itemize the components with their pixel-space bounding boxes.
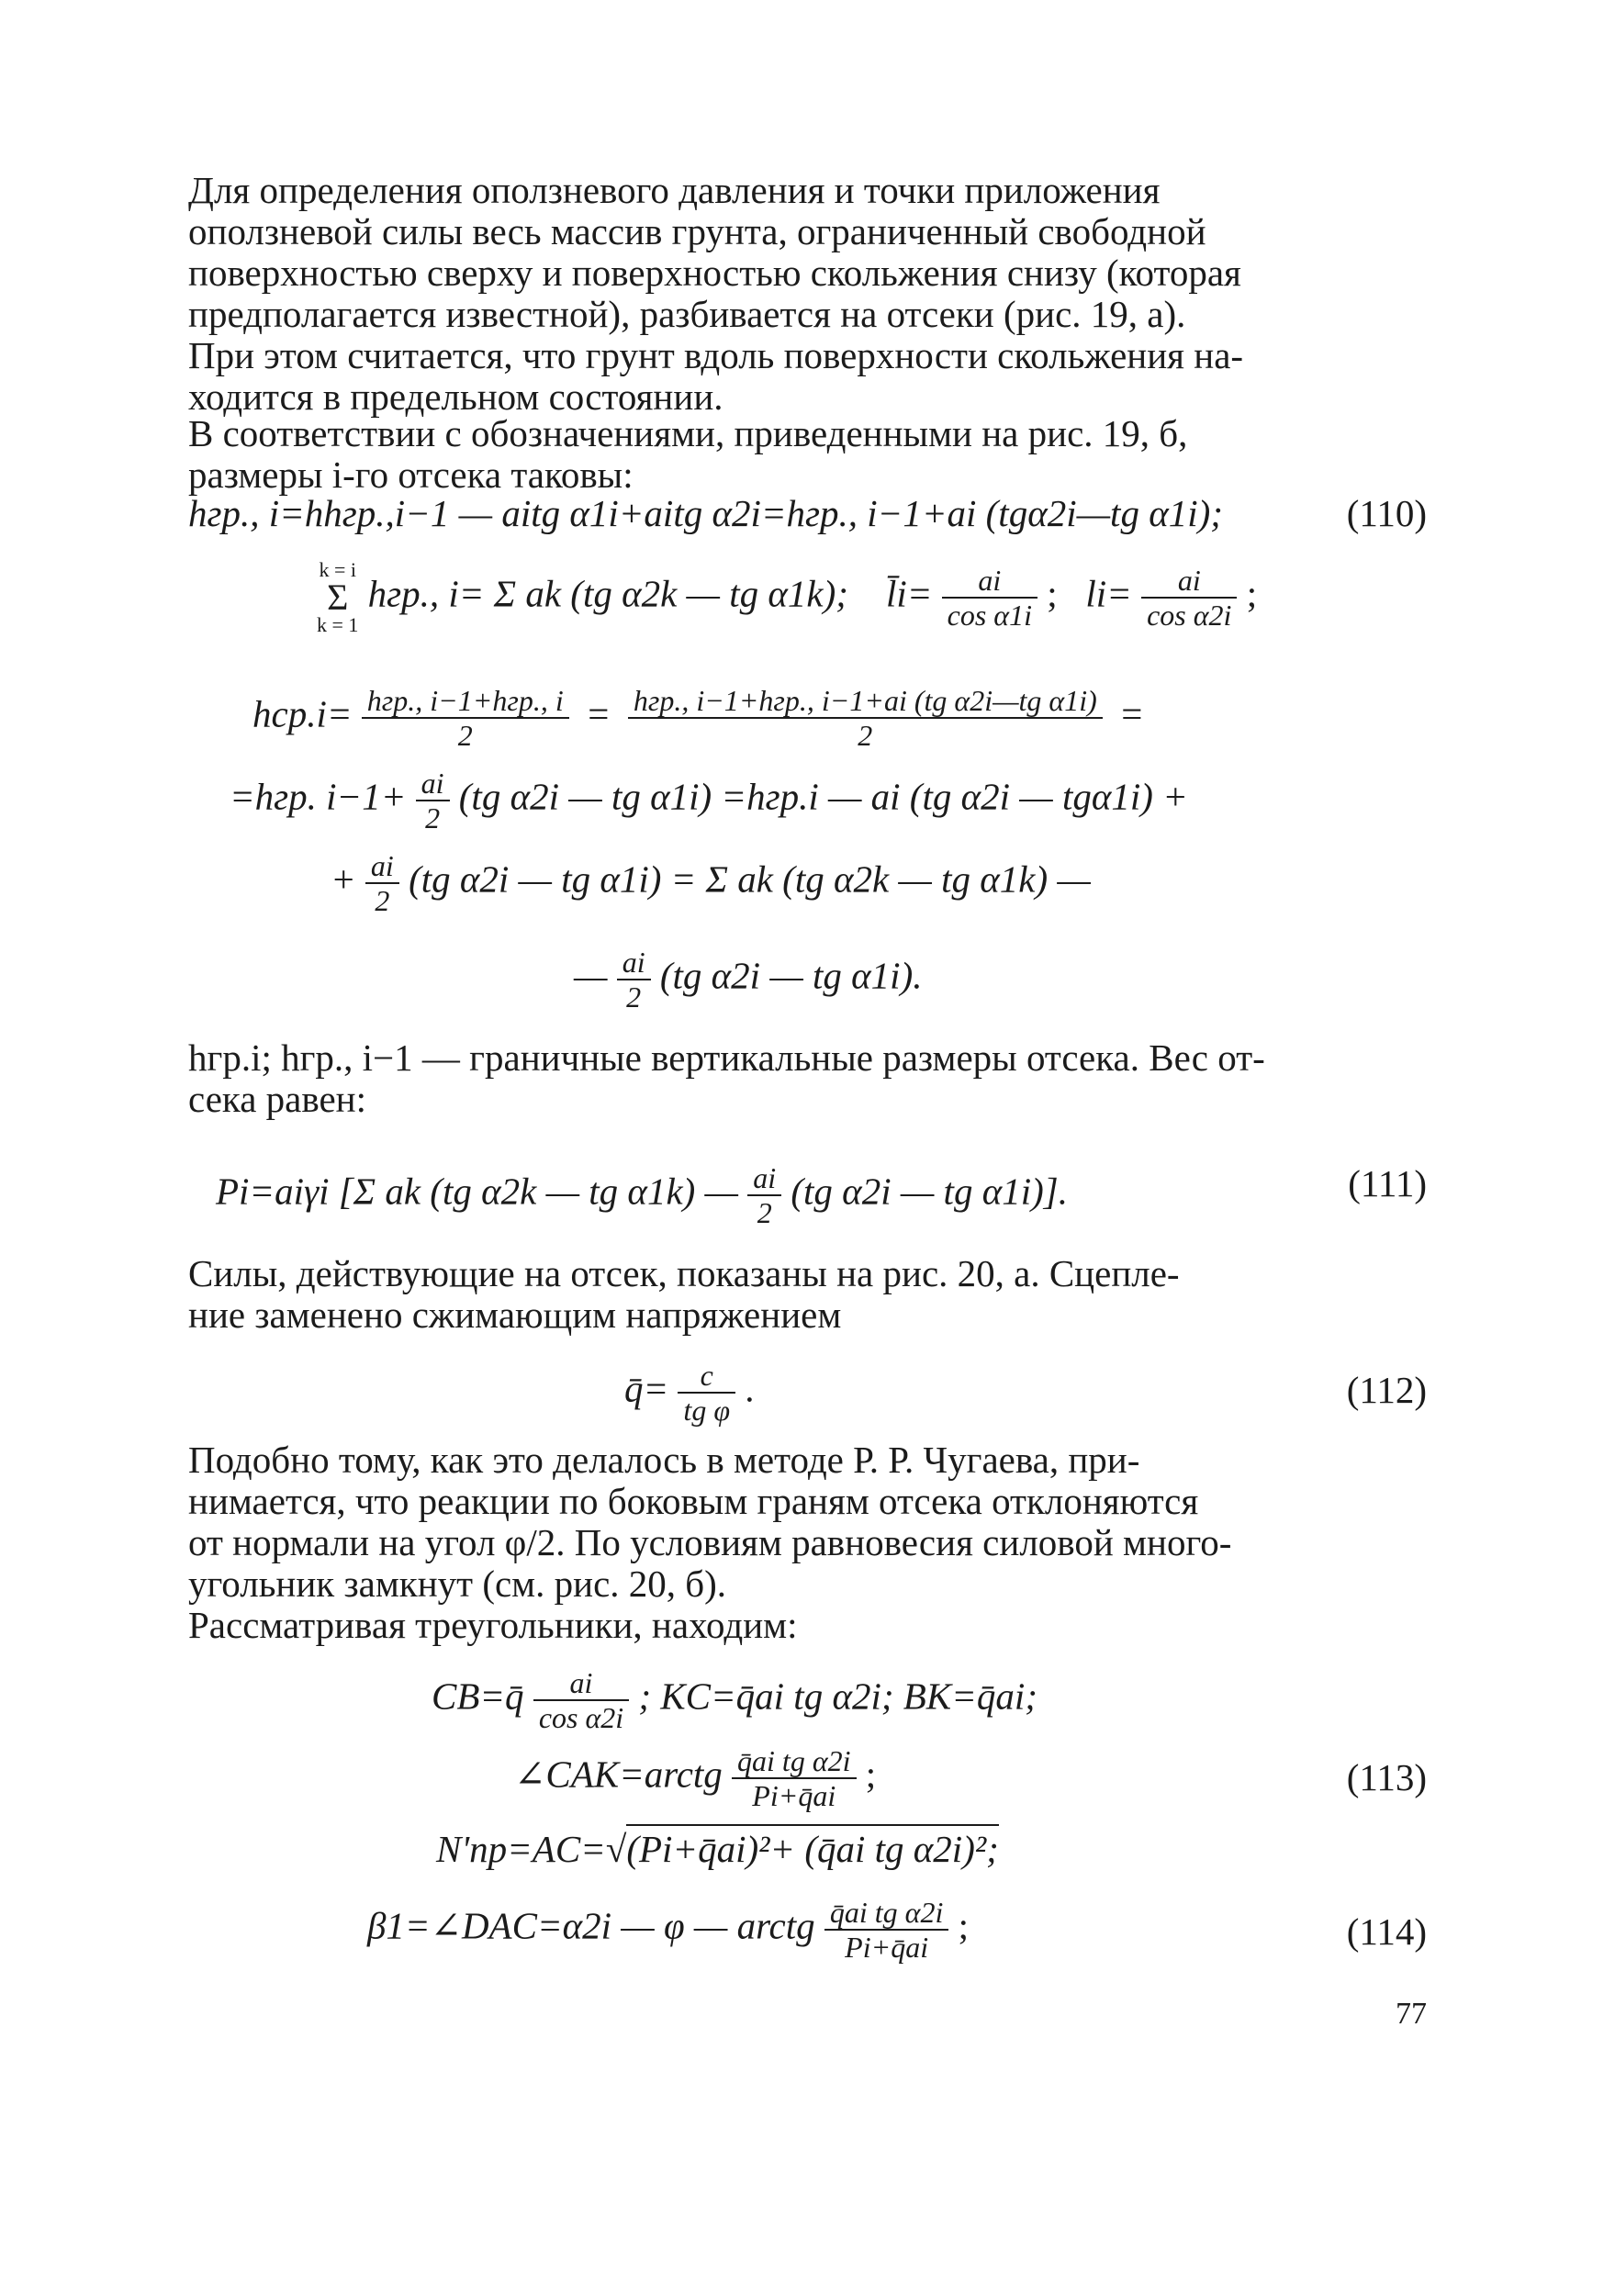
equation-tail: . xyxy=(745,1367,755,1410)
fraction-denominator: Pi+q̄ai xyxy=(845,1931,929,1964)
equation-text: =hгр. i−1+ xyxy=(230,775,407,818)
fraction-numerator: q̄ai tg α2i xyxy=(824,1896,948,1931)
fraction xyxy=(416,767,450,834)
equation-text: N'пр=AC=√ xyxy=(436,1828,627,1870)
fraction-denominator: Pi+q̄ai xyxy=(752,1779,836,1812)
fraction-numerator: ai xyxy=(416,767,450,801)
fraction-denominator: 2 xyxy=(757,1196,772,1229)
fraction-denominator: tg φ xyxy=(683,1394,731,1427)
equation-text: CB=q̄ xyxy=(432,1674,524,1718)
fraction-numerator: ai xyxy=(942,564,1037,599)
fraction xyxy=(678,1359,735,1427)
fraction-denominator: cos α2i xyxy=(538,1701,624,1734)
fraction-denominator: cos α1i xyxy=(947,599,1032,632)
paragraph-1 xyxy=(188,170,1428,418)
equation-number-114: (114) xyxy=(1346,1910,1427,1953)
fraction-denominator: 2 xyxy=(626,980,642,1014)
equation-text: (tg α2i — tg α1i) =hгр.i — ai (tg α2i — tgα1i) + xyxy=(458,775,1188,818)
fraction-denominator: cos α2i xyxy=(1147,599,1232,632)
equation-h-cp-line2 xyxy=(230,767,1188,834)
text-line: размеры i-го отсека таковы: xyxy=(188,454,634,496)
text-line: Подобно тому, как это делалось в методе Р. Р. Чугаева, при- xyxy=(188,1439,1140,1481)
equation-text: + xyxy=(331,857,356,901)
fraction xyxy=(617,946,651,1014)
text-line: В соответствии с обозначениями, приведенными на рис. 19, б, xyxy=(188,412,1188,454)
paragraph-2 xyxy=(188,413,1428,496)
equation-l-bar: l̄i= xyxy=(885,572,933,615)
fraction-denominator: 2 xyxy=(457,719,473,752)
equation-114 xyxy=(367,1896,969,1964)
equation-111 xyxy=(216,1161,1068,1229)
sum-symbol: k = i Σ k = 1 xyxy=(317,558,359,636)
equation-radicand: (Pi+q̄ai)²+ (q̄ai tg α2i)²; xyxy=(626,1824,998,1870)
text-line: предполагается известной), разбивается на отсеки (рис. 19, а). xyxy=(188,293,1186,335)
text-line: При этом считается, что грунт вдоль поверхности скольжения на- xyxy=(188,334,1244,376)
text-line: ние заменено сжимающим напряжением xyxy=(188,1294,842,1336)
equation-text: ∠CAK=arctg xyxy=(514,1753,723,1796)
fraction xyxy=(824,1896,948,1964)
equation-l: li= xyxy=(1085,572,1132,615)
fraction xyxy=(628,684,1103,752)
equation-tail: ; xyxy=(958,1904,970,1947)
text-line: Силы, действующие на отсек, показаны на рис. 20, а. Сцепле- xyxy=(188,1252,1180,1294)
paragraph-5 xyxy=(188,1439,1428,1646)
text-line: hгр.i; hгр., i−1 — граничные вертикальные размеры отсека. Вес от- xyxy=(188,1036,1265,1079)
equation-h-cp-line3 xyxy=(331,849,1091,917)
equation-text: — xyxy=(574,954,608,997)
fraction-denominator: 2 xyxy=(375,884,390,917)
fraction-numerator: hгр., i−1+hгр., i xyxy=(362,684,569,719)
fraction-numerator: ai xyxy=(365,849,399,884)
fraction xyxy=(365,849,399,917)
fraction xyxy=(1141,564,1237,632)
equation-h-sum: k = i Σ k = 1 hгр., i= Σ ak (tg α2k — tg α1k); l̄i= $\frac{ai}{\text{cos α1i}}$ ; li= $\frac{ai}{\text{cos α2i}}$ ; xyxy=(317,558,1258,636)
equation-number-113: (113) xyxy=(1346,1756,1427,1798)
equation-number-112: (112) xyxy=(1346,1369,1427,1411)
fraction-denominator: 2 xyxy=(858,719,873,752)
equation-number-110: (110) xyxy=(1346,492,1427,534)
equation-cb xyxy=(432,1666,1037,1734)
paragraph-4 xyxy=(188,1253,1428,1336)
equation-text: (tg α2i — tg α1i)]. xyxy=(791,1170,1068,1213)
text-line: поверхностью сверху и поверхностью скольжения снизу (которая xyxy=(188,252,1241,294)
text-line: сека равен: xyxy=(188,1078,366,1120)
fraction xyxy=(533,1666,629,1734)
equation-113 xyxy=(514,1744,876,1812)
text-line: Рассматривая треугольники, находим: xyxy=(188,1604,798,1646)
equation-text: Pi=aiγi [Σ ak (tg α2k — tg α1k) — xyxy=(216,1170,738,1213)
equation-lhs: q̄= xyxy=(624,1367,669,1410)
sum-lower-limit: k = 1 xyxy=(317,613,359,636)
text-line: нимается, что реакции по боковым граням отсека отклоняются xyxy=(188,1480,1199,1522)
text-line: оползневой силы весь массив грунта, ограниченный свободной xyxy=(188,210,1206,252)
fraction-numerator: hгр., i−1+hгр., i−1+ai (tg α2i—tg α1i) xyxy=(628,684,1103,719)
equation-text: ; KC=q̄ai tg α2i; BK=q̄ai; xyxy=(638,1674,1037,1718)
fraction xyxy=(747,1161,781,1229)
fraction-numerator: q̄ai tg α2i xyxy=(732,1744,856,1779)
fraction-numerator: c xyxy=(678,1359,735,1394)
equation-text: hгр., i= Σ ak (tg α2k — tg α1k); xyxy=(367,572,848,615)
fraction-denominator: 2 xyxy=(425,801,441,834)
sum-upper-limit: k = i xyxy=(319,558,356,581)
equation-number-111: (111) xyxy=(1348,1162,1427,1204)
paragraph-3 xyxy=(188,1037,1428,1120)
fraction-numerator: ai xyxy=(747,1161,781,1196)
fraction-numerator: ai xyxy=(1141,564,1237,599)
equation-h-cp-line1: hср.i= $\frac{\text{hгр., i−1+hгр., i}}{2}$ = $\frac{\text{hгр., i−1+hгр., i−1+ai (tg α2i—tg α1i)}}{2}$ = xyxy=(252,684,1143,752)
equation-text: hгр., i=hhгр.,i−1 — aitg α1i+aitg α2i=hгр., i−1+ai (tgα2i—tg α1i); xyxy=(188,492,1223,534)
fraction xyxy=(362,684,569,752)
text-line: Для определения оползневого давления и точки приложения xyxy=(188,169,1161,211)
equation-text: β1=∠DAC=α2i — φ — arctg xyxy=(367,1904,815,1947)
equation-110 xyxy=(188,491,1223,535)
fraction-numerator: ai xyxy=(617,946,651,980)
equation-n-pr xyxy=(436,1827,999,1871)
equation-h-cp-line4 xyxy=(574,946,922,1014)
equation-lhs: hср.i= xyxy=(252,692,353,735)
text-line: от нормали на угол φ/2. По условиям равновесия силовой много- xyxy=(188,1521,1232,1563)
equation-text: (tg α2i — tg α1i) = Σ ak (tg α2k — tg α1k) — xyxy=(409,857,1091,901)
fraction-numerator: ai xyxy=(533,1666,629,1701)
equation-112 xyxy=(624,1359,755,1427)
fraction xyxy=(942,564,1037,632)
equation-tail: ; xyxy=(865,1753,877,1796)
text-line: ходится в предельном состоянии. xyxy=(188,375,723,418)
fraction xyxy=(732,1744,856,1812)
text-line: угольник замкнут (см. рис. 20, б). xyxy=(188,1562,727,1605)
page-number: 77 xyxy=(1396,1997,1427,2031)
equation-text: (tg α2i — tg α1i). xyxy=(659,954,923,997)
